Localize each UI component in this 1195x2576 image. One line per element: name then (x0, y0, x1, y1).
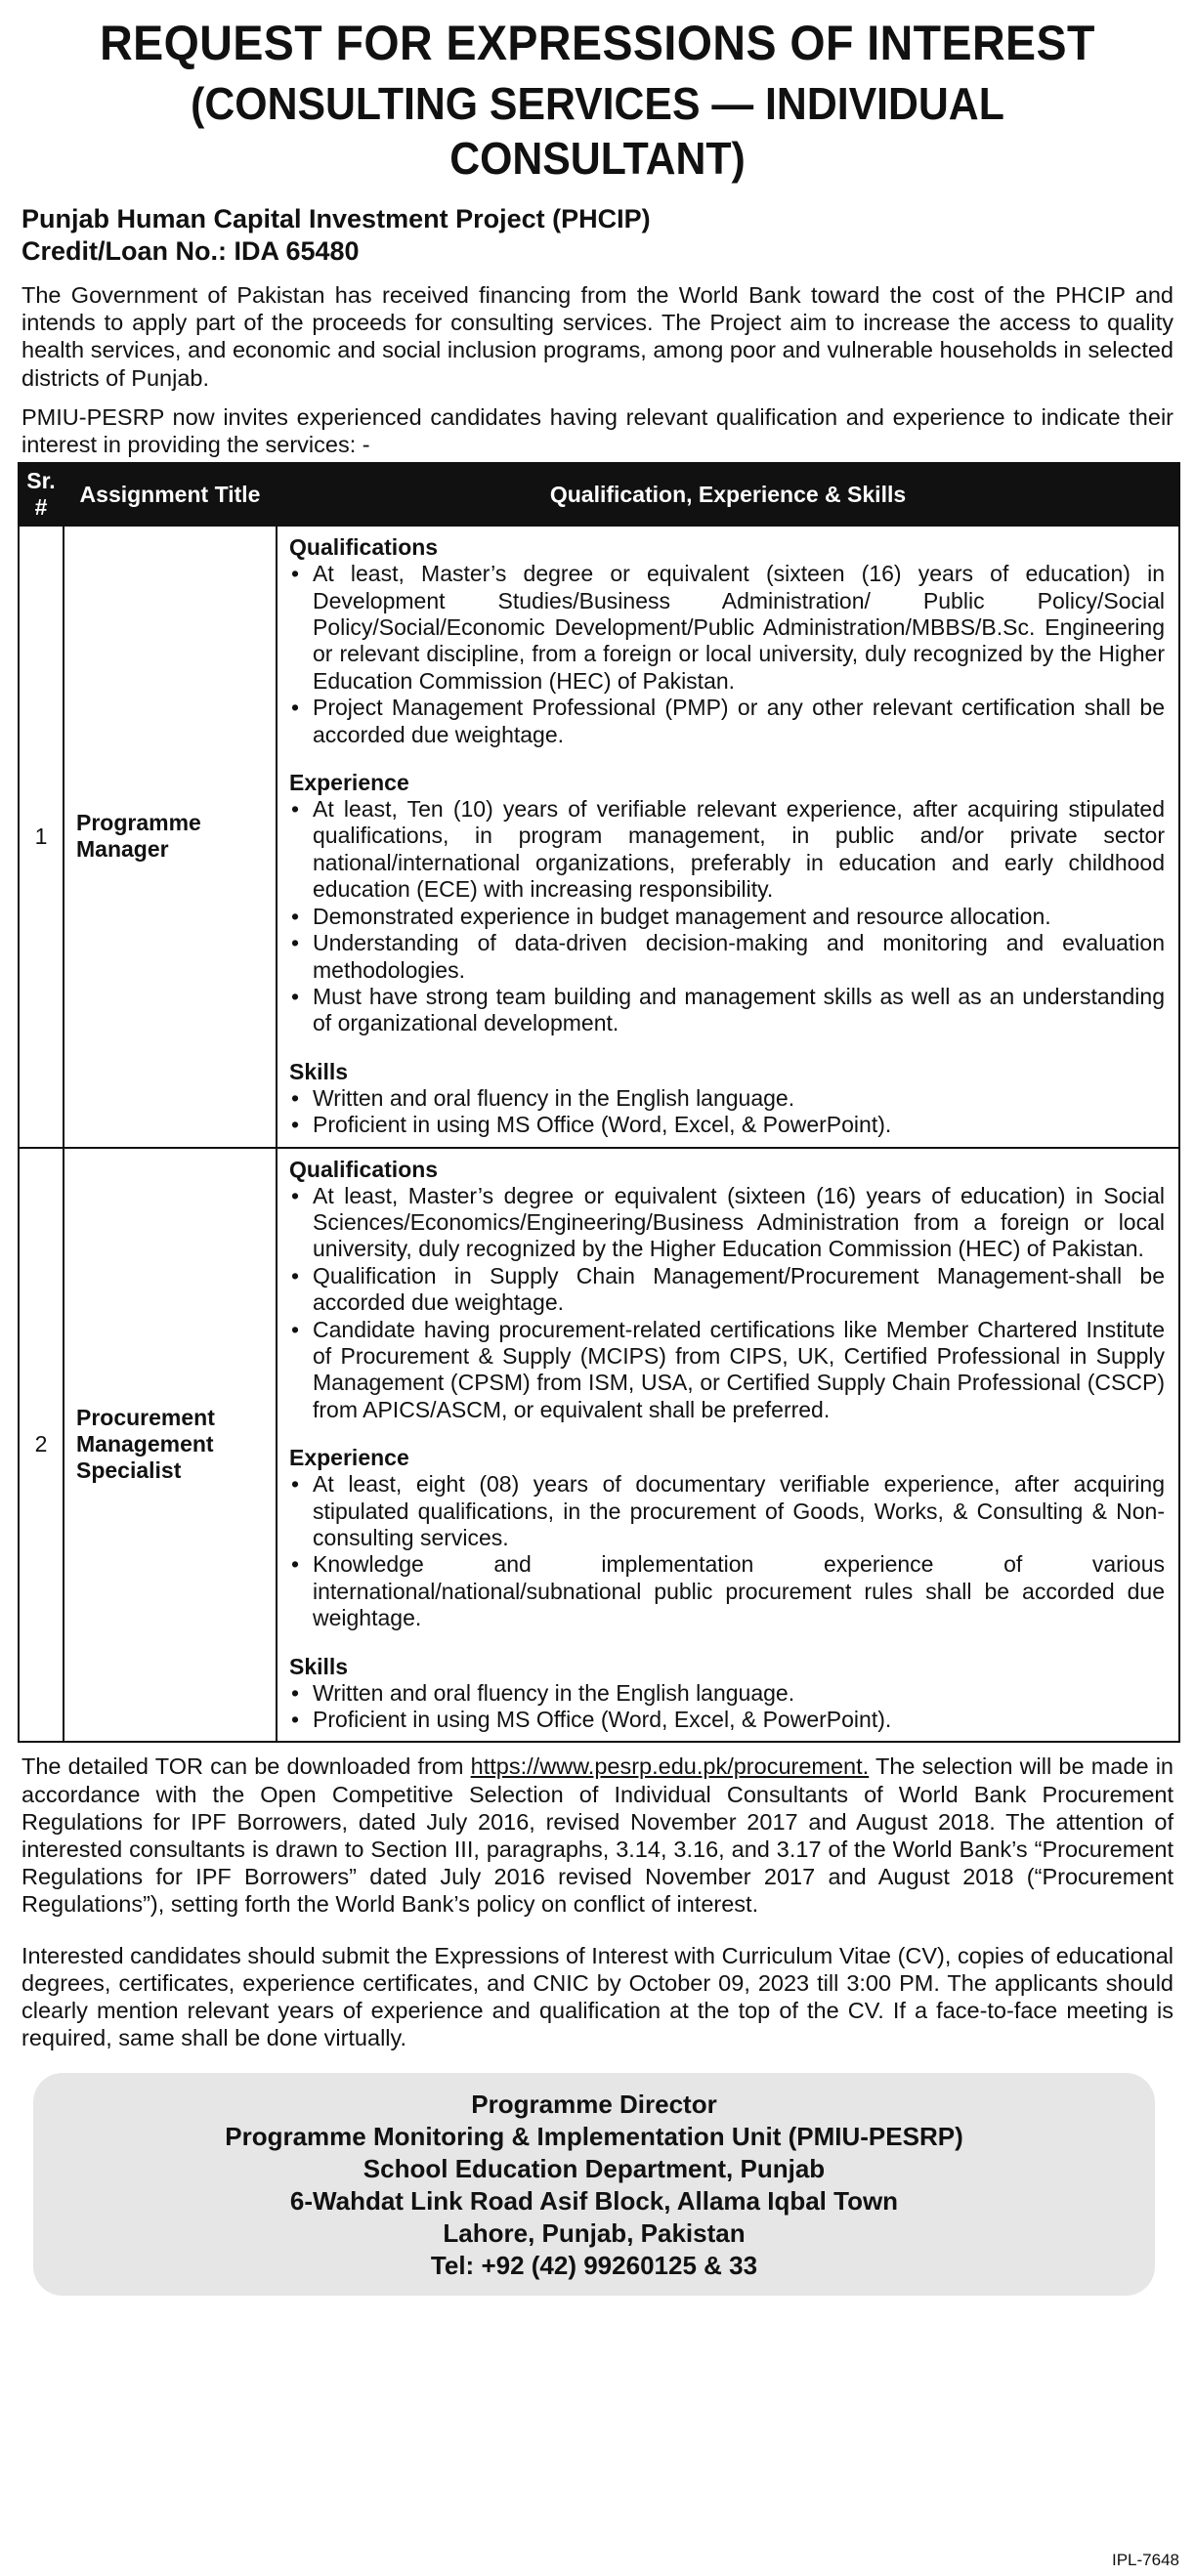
table-header-row (19, 463, 1179, 526)
section-heading: Skills (289, 1058, 349, 1084)
list-item: • Written and oral fluency in the English language. (313, 1680, 1165, 1707)
page-subtitle: (CONSULTING SERVICES — INDIVIDUAL CONSULTANT) (191, 78, 1004, 184)
list-item: • Knowledge and implementation experience of various international/national/subnational public procurement rules shall be accorded due weightage. (313, 1551, 1165, 1631)
list-item: • Proficient in using MS Office (Word, Excel, & PowerPoint). (313, 1112, 1165, 1138)
row-assignment-title: Programme Manager (64, 526, 277, 1147)
assignments-table (18, 462, 1180, 1743)
list-item: • At least, eight (08) years of documentary verifiable experience, after acquiring stipulated qualifications, in the procurement of Goods, Works, & Consulting & Non-consulting services. (313, 1471, 1165, 1551)
section-heading: Qualifications (289, 534, 439, 561)
contact-line: Programme Director (471, 2090, 717, 2120)
contact-box (33, 2073, 1155, 2296)
list-item: • Project Management Professional (PMP) or any other relevant certification shall be accorded due weightage. (313, 695, 1165, 748)
credit-number: Credit/Loan No.: IDA 65480 (21, 236, 360, 266)
row-sr: 1 (19, 526, 64, 1147)
section-heading: Skills (289, 1653, 349, 1679)
bullet-list (289, 1680, 1165, 1734)
section-heading: Qualifications (289, 1156, 439, 1182)
tor-text-end: The selection will be made in accordance with the Open Competitive Selection of Individual Consultants of World Bank Procurement Regulations for IPF Borrowers, dated July 2016, revised November 2017 and August 2018. The attention of interested consultants is drawn to Section III, paragraphs, 3.14, 3.16, and 3.17 of the World Bank’s “Procurement Regulations for IPF Borrowers” dated July 2016 revised November 2017 and August 2018 (“Procurement Regulations”), setting forth the World Bank’s policy on conflict of interest. (21, 1753, 1174, 1918)
row-qualification-cell (277, 1148, 1179, 1743)
list-item: • At least, Ten (10) years of verifiable relevant experience, after acquiring stipulated qualifications, in program management, in public and/or private sector national/international organizations, preferably in education and early childhood education (ECE) with increasing responsibility. (313, 796, 1165, 904)
contact-line: Lahore, Punjab, Pakistan (443, 2218, 746, 2249)
contact-line: Programme Monitoring & Implementation Unit (PMIU-PESRP) (225, 2122, 963, 2152)
tor-paragraph (21, 1753, 1174, 1918)
table-row (19, 526, 1179, 1147)
bullet-list (289, 1085, 1165, 1139)
project-name: Punjab Human Capital Investment Project (PHCIP) (21, 204, 651, 233)
list-item: • Proficient in using MS Office (Word, Excel, & PowerPoint). (313, 1707, 1165, 1733)
invitation-paragraph: PMIU-PESRP now invites experienced candidates having relevant qualification and experience to indicate their interest in providing the services: - (21, 403, 1174, 458)
row-qualification-cell (277, 526, 1179, 1147)
list-item: • Demonstrated experience in budget management and resource allocation. (313, 904, 1165, 930)
header-assignment-title: Assignment Title (64, 463, 277, 526)
tor-text-start: The detailed TOR can be downloaded from (21, 1753, 471, 1780)
procurement-link[interactable]: https://www.pesrp.edu.pk/procurement. (470, 1753, 870, 1780)
contact-line: 6-Wahdat Link Road Asif Block, Allama Iqbal Town (289, 2186, 899, 2217)
section-heading: Experience (289, 770, 409, 796)
intro-paragraph: The Government of Pakistan has received financing from the World Bank toward the cost of the PHCIP and intends to apply part of the proceeds for consulting services. The Project aim to increase the access to quality health services, and economic and social inclusion programs, among poor and vulnerable households in selected districts of Punjab. (21, 282, 1174, 391)
list-item: • Candidate having procurement-related certifications like Member Chartered Institute of Procurement & Supply (MCIPS) from CIPS, UK, Certified Professional in Supply Management (CPSM) from ISM, USA, or Certified Supply Chain Professional (CSCP) from APICS/ASCM, or equivalent shall be preferred. (313, 1317, 1165, 1424)
list-item: • Understanding of data-driven decision-making and monitoring and evaluation methodologies. (313, 930, 1165, 984)
bullet-list (289, 1183, 1165, 1424)
reference-code: IPL-7648 (1112, 2551, 1179, 2569)
section-heading: Experience (289, 1445, 409, 1471)
bullet-list (289, 561, 1165, 748)
header-qualification: Qualification, Experience & Skills (277, 463, 1179, 526)
bullet-list (289, 796, 1165, 1037)
table-row (19, 1148, 1179, 1743)
list-item: • Written and oral fluency in the English language. (313, 1085, 1165, 1112)
contact-line: Tel: +92 (42) 99260125 & 33 (430, 2251, 758, 2281)
list-item: • Qualification in Supply Chain Management/Procurement Management-shall be accorded due weightage. (313, 1263, 1165, 1317)
header-sr: Sr. # (19, 463, 64, 526)
row-sr: 2 (19, 1148, 64, 1743)
list-item: • At least, Master’s degree or equivalent (sixteen (16) years of education) in Development Studies/Business Administration/ Public Policy/Social Policy/Social/Economic Development/Public Administration/MBBS/B.Sc. Engineering or relevant discipline, from a foreign or local university, duly recognized by the Higher Education Commission (HEC) of Pakistan. (313, 561, 1165, 695)
list-item: • At least, Master’s degree or equivalent (sixteen (16) years of education) in Social Sciences/Economics/Engineering/Business Administration from a foreign or local university, duly recognized by the Higher Education Commission (HEC) of Pakistan. (313, 1183, 1165, 1263)
list-item: • Must have strong team building and management skills as well as an understanding of organizational development. (313, 984, 1165, 1037)
bullet-list (289, 1471, 1165, 1631)
submission-paragraph: Interested candidates should submit the Expressions of Interest with Curriculum Vitae (CV), copies of educational degrees, certificates, experience certificates, and CNIC by October 09, 2023 till 3:00 PM. The applicants should clearly mention relevant years of experience and qualification at the top of the CV. If a face-to-face meeting is required, same shall be done virtually. (21, 1942, 1174, 2051)
contact-line: School Education Department, Punjab (363, 2154, 826, 2184)
page-title: REQUEST FOR EXPRESSIONS OF INTEREST (100, 16, 1095, 70)
row-assignment-title: Procurement Management Specialist (64, 1148, 277, 1743)
